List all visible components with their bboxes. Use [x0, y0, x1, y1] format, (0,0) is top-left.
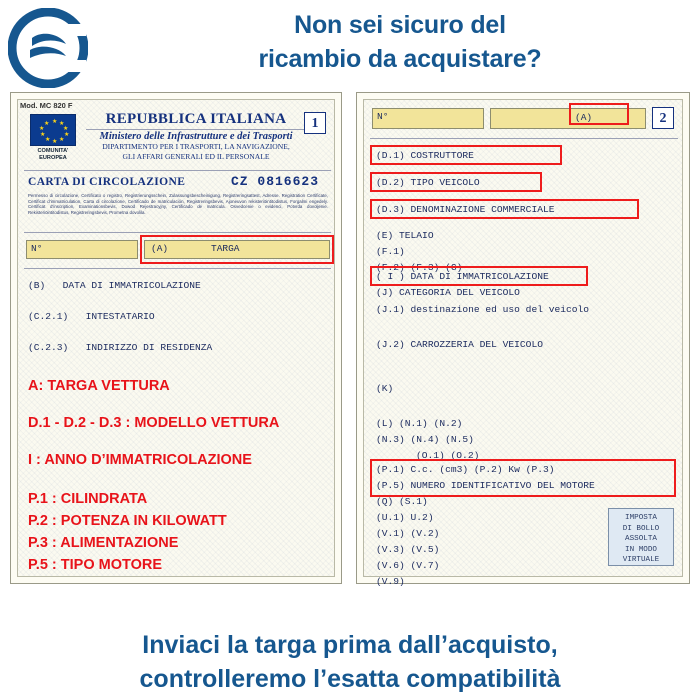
row-p5: (P.5) NUMERO IDENTIFICATIVO DEL MOTORE — [376, 480, 595, 491]
page-number-badge-1: 1 — [304, 112, 326, 134]
eu-flag-icon — [30, 114, 76, 146]
row-v1-v2: (V.1) (V.2) — [376, 528, 440, 539]
eu-caption-line1: COMUNITA’ — [37, 148, 69, 154]
row-j1: (J.1) destinazione ed uso del veicolo — [376, 304, 590, 315]
page2-divider — [370, 138, 678, 139]
row-k: (K) — [376, 383, 394, 394]
row-j2: (J.2) CARROZZERIA DEL VEICOLO — [376, 339, 543, 350]
stamp-line-3: ASSOLTA — [625, 535, 657, 543]
card-title: CARTA DI CIRCOLAZIONE — [28, 176, 186, 188]
annotation-tipo-motore: P.5 : TIPO MOTORE — [28, 557, 163, 573]
divider-2 — [24, 170, 331, 171]
row-f1: (F.1) — [376, 246, 405, 257]
field-row-c23 — [28, 342, 212, 353]
card-number: CZ 0816623 — [231, 174, 320, 189]
eu-caption — [28, 148, 78, 162]
annotation-cilindrata: P.1 : CILINDRATA — [28, 491, 148, 507]
row-j: (J) CATEGORIA DEL VEICOLO — [376, 287, 520, 298]
eu-caption-line2: EUROPEA — [39, 155, 67, 161]
page-footer — [0, 628, 700, 696]
ministry-sub-line1: DIPARTIMENTO PER I TRASPORTI, LA NAVIGAZIONE, — [102, 142, 290, 151]
page-title-line1: Non sei sicuro del — [294, 11, 506, 39]
page-header — [0, 0, 700, 95]
legal-fine-print: Permesso di circolazione, Certificato o registro, Registrierungsschein, Zulassungsbescheinigung, Registreringsattest, Adresse. Registration Certificate, Certificat d’immatriculation, Carta di circolazione, Certificado de matriculación, Registreringsbevis, Ajoneuvon rekisteriöintitodistus, Forgalmi engedely. Certificat d’inscription, Examinationsbevis, Dowod Rejestracyjny, Certificado de matricula. Osvedcenie o evidenci, Potvrda dovoljenie. Rekisteriöintitodistus, Registreringsbevis, Prometna dovolila. — [28, 193, 328, 215]
divider-3 — [24, 232, 331, 233]
annotation-modello: D.1 - D.2 - D.3 : MODELLO VETTURA — [28, 415, 280, 431]
stamp-duty-box — [608, 508, 674, 566]
row-q-s1: (Q) (S.1) — [376, 496, 428, 507]
footer-line1: Inviaci la targa prima dall’acquisto, — [142, 631, 558, 659]
field-label-targa: TARGA — [211, 243, 240, 254]
field-code-c23: (C.2.3) — [28, 342, 69, 353]
page-number-badge-2: 2 — [652, 107, 674, 129]
row-d3: (D.3) DENOMINAZIONE COMMERCIALE — [376, 204, 555, 215]
company-logo — [8, 8, 88, 88]
page-title — [110, 8, 690, 76]
row-l-n1-n2: (L) (N.1) (N.2) — [376, 418, 463, 429]
divider-4 — [24, 268, 331, 269]
field-row-c21 — [28, 311, 155, 322]
field-code-n: N° — [31, 243, 43, 254]
ministry-sub-line2: GLI AFFARI GENERALI ED IL PERSONALE — [122, 151, 270, 161]
republic-title: REPUBBLICA ITALIANA — [105, 111, 287, 127]
row-v6-v7: (V.6) (V.7) — [376, 560, 440, 571]
field-label-c21: INTESTATARIO — [85, 311, 155, 322]
row-i: ( I ) DATA DI IMMATRICOLAZIONE — [376, 271, 549, 282]
row-p1-p2-p3: (P.1) C.c. (cm3) (P.2) Kw (P.3) — [376, 464, 555, 475]
field-label-c23: INDIRIZZO DI RESIDENZA — [85, 342, 213, 353]
eu-stars: ★ ★ ★ ★ ★ ★ ★ ★ ★ ★ — [39, 119, 70, 145]
footer-line2: controlleremo l’esatta compatibilità — [139, 665, 561, 693]
page-title-line2: ricambio da acquistare? — [258, 45, 542, 73]
page2-field-code-n: N° — [377, 111, 389, 122]
vehicle-registration-page-2 — [356, 92, 690, 587]
annotation-potenza: P.2 : POTENZA IN KILOWATT — [28, 513, 227, 529]
page2-targa-field-box[interactable] — [490, 108, 646, 129]
divider-1 — [86, 129, 310, 130]
row-o1-o2: (O.1) (O.2) — [416, 450, 480, 461]
ministry-title: Ministero delle Infrastrutture e dei Trasporti — [99, 131, 293, 142]
stamp-line-2: DI BOLLO — [622, 524, 660, 533]
plate-number-field-box[interactable] — [26, 240, 138, 259]
row-d1: (D.1) COSTRUTTORE — [376, 150, 474, 161]
row-n3-n4-n5: (N.3) (N.4) (N.5) — [376, 434, 474, 445]
annotation-anno: I : ANNO D’IMMATRICOLAZIONE — [28, 452, 252, 468]
doc-left-inner — [17, 99, 335, 577]
vehicle-registration-page-1 — [10, 92, 342, 584]
mod-code-label: Mod. MC 820 F — [20, 101, 73, 110]
doc-right-inner — [363, 99, 683, 587]
row-v9: (V.9) — [376, 576, 405, 587]
stamp-line-5: VIRTUALE — [622, 556, 660, 564]
annotation-alimentazione: P.3 : ALIMENTAZIONE — [28, 535, 179, 551]
field-label-b: DATA DI IMMATRICOLAZIONE — [62, 280, 201, 291]
targa-field-box[interactable] — [144, 240, 330, 259]
row-f2-f3-g: (F.2) (F.3) (G) — [376, 262, 463, 273]
row-d2: (D.2) TIPO VEICOLO — [376, 177, 480, 188]
row-e: (E) TELAIO — [376, 230, 434, 241]
field-code-c21: (C.2.1) — [28, 311, 69, 322]
field-row-b — [28, 280, 201, 291]
page2-field-code-a: (A) — [575, 112, 593, 123]
field-code-b: (B) — [28, 280, 46, 291]
row-u1-u2: (U.1) U.2) — [376, 512, 434, 523]
stamp-line-1: IMPOSTA — [625, 514, 657, 522]
annotation-targa: A: TARGA VETTURA — [28, 378, 170, 394]
page2-number-field-box[interactable] — [372, 108, 484, 129]
field-code-a: (A) — [151, 243, 169, 254]
stamp-line-4: IN MODO — [625, 545, 657, 554]
row-v3-v5: (V.3) (V.5) — [376, 544, 440, 555]
